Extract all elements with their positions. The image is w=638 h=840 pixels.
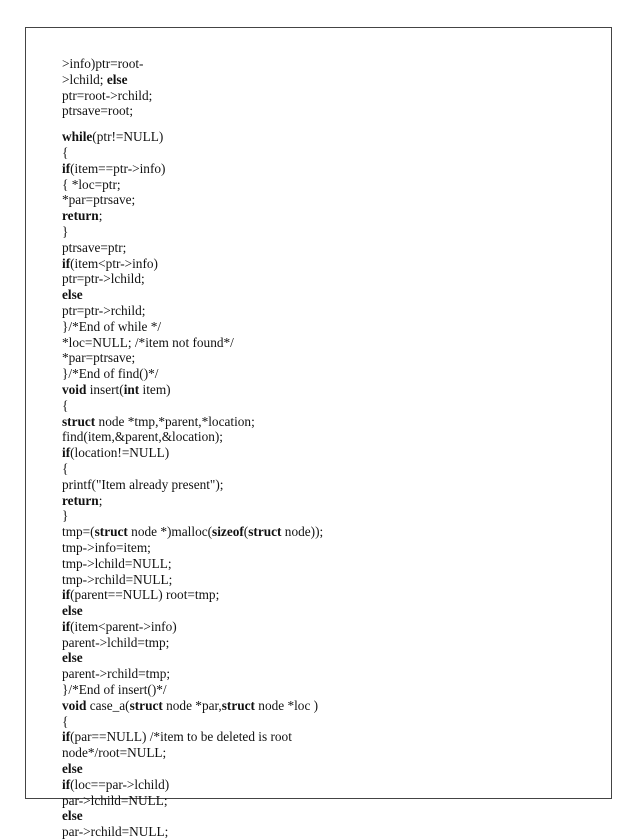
code-line (62, 366, 602, 382)
code-keyword: else (62, 287, 83, 303)
code-line (62, 145, 602, 161)
code-text: ptr=ptr->lchild; (62, 271, 145, 287)
code-line (62, 572, 602, 588)
code-line (62, 303, 602, 319)
code-text: node*/root=NULL; (62, 745, 167, 761)
code-text: ptrsave=root; (62, 103, 134, 119)
code-line (62, 619, 602, 635)
code-text: } (62, 508, 69, 524)
code-text: (ptr!=NULL) (92, 129, 164, 145)
code-line (62, 761, 602, 777)
code-keyword: if (62, 445, 71, 461)
code-keyword: if (62, 160, 71, 176)
code-line (62, 698, 602, 714)
code-keyword: struct (129, 697, 163, 713)
code-text: ; (98, 208, 103, 224)
code-keyword: if (62, 255, 71, 271)
code-line (62, 635, 602, 651)
code-text: (location!=NULL) (70, 445, 170, 461)
code-line (62, 161, 602, 177)
code-text: tmp=( (62, 524, 95, 540)
code-line (62, 808, 602, 824)
code-line (62, 556, 602, 572)
code-keyword: else (62, 650, 83, 666)
code-text: >info)ptr=root- (62, 56, 144, 71)
code-keyword: else (62, 761, 83, 777)
code-text: }/*End of insert()*/ (62, 682, 167, 698)
code-keyword: else (62, 603, 83, 619)
code-line (62, 72, 602, 88)
code-text: *par=ptrsave; (62, 350, 136, 366)
code-line (62, 493, 602, 509)
code-text: node)); (281, 524, 324, 540)
code-line (62, 350, 602, 366)
code-text: } (62, 223, 69, 239)
code-line (62, 824, 602, 840)
code-text: *loc=NULL; /*item not found*/ (62, 334, 234, 350)
code-line (62, 540, 602, 556)
code-line (62, 319, 602, 335)
code-keyword: struct (221, 697, 255, 713)
code-keyword: struct (94, 524, 128, 540)
code-text: item) (139, 381, 171, 397)
code-text: *par=ptrsave; (62, 192, 136, 208)
code-line (62, 524, 602, 540)
code-text: parent->lchild=tmp; (62, 634, 170, 650)
code-line (62, 382, 602, 398)
code-line (62, 666, 602, 682)
code-line (62, 119, 602, 129)
code-line (62, 508, 602, 524)
code-keyword: if (62, 618, 71, 634)
code-line (62, 745, 602, 761)
code-line (62, 103, 602, 119)
code-text: tmp->rchild=NULL; (62, 571, 173, 587)
code-line (62, 240, 602, 256)
code-keyword: if (62, 587, 71, 603)
code-text: ptr=root->rchild; (62, 87, 153, 103)
code-keyword: return (62, 492, 99, 508)
code-text: tmp->lchild=NULL; (62, 555, 172, 571)
code-keyword: int (123, 381, 140, 397)
code-line (62, 714, 602, 730)
code-text: (loc==par->lchild) (70, 776, 170, 792)
code-keyword: void (62, 381, 87, 397)
code-line (62, 682, 602, 698)
code-text: (par==NULL) /*item to be deleted is root (70, 729, 292, 745)
code-line (62, 650, 602, 666)
code-line (62, 445, 602, 461)
code-text: }/*End of while */ (62, 318, 162, 334)
code-text: node *loc ) (254, 697, 319, 713)
code-text: (item==ptr->info) (70, 160, 166, 176)
code-text: ; (98, 492, 103, 508)
code-text: find(item,&parent,&location); (62, 429, 223, 445)
code-text: node *tmp,*parent,*location; (95, 413, 255, 429)
code-keyword: sizeof (212, 524, 244, 540)
code-text: tmp->info=item; (62, 539, 151, 555)
code-text: { (62, 144, 69, 160)
code-keyword: return (62, 208, 99, 224)
code-line (62, 603, 602, 619)
code-keyword: struct (248, 524, 282, 540)
code-text: { (62, 397, 69, 413)
code-text: case_a( (86, 697, 130, 713)
code-keyword: if (62, 776, 71, 792)
code-line (62, 777, 602, 793)
code-line (62, 256, 602, 272)
code-line (62, 398, 602, 414)
code-line (62, 56, 602, 72)
code-text: ptr=ptr->rchild; (62, 302, 146, 318)
code-text: (item<ptr->info) (70, 255, 158, 271)
code-keyword: else (106, 71, 128, 87)
code-line (62, 429, 602, 445)
code-text: (parent==NULL) root=tmp; (70, 587, 220, 603)
code-text: par->rchild=NULL; (62, 824, 169, 840)
code-text: }/*End of find()*/ (62, 366, 159, 382)
code-line (62, 793, 602, 809)
code-keyword: else (62, 808, 83, 824)
code-text: (item<parent->info) (70, 618, 177, 634)
code-keyword: void (62, 697, 87, 713)
code-keyword: struct (62, 413, 96, 429)
code-keyword: while (62, 129, 93, 145)
code-text: { *loc=ptr; (62, 176, 121, 192)
code-text: node *)malloc( (127, 524, 213, 540)
code-line (62, 287, 602, 303)
code-line (62, 88, 602, 104)
code-line (62, 208, 602, 224)
code-line (62, 335, 602, 351)
code-listing (62, 56, 602, 840)
code-line (62, 729, 602, 745)
code-text: >lchild; (62, 71, 107, 87)
code-text: { (62, 460, 69, 476)
code-text: node *par, (162, 697, 222, 713)
code-line (62, 477, 602, 493)
code-text: ( (243, 524, 249, 540)
code-line (62, 177, 602, 193)
code-text: insert( (86, 381, 124, 397)
code-text: parent->rchild=tmp; (62, 666, 171, 682)
code-line (62, 587, 602, 603)
code-text: { (62, 713, 69, 729)
code-text: par->lchild=NULL; (62, 792, 168, 808)
code-text: printf("Item already present"); (62, 476, 224, 492)
code-line (62, 192, 602, 208)
code-line (62, 224, 602, 240)
code-keyword: if (62, 729, 71, 745)
code-line (62, 414, 602, 430)
code-text: ptrsave=ptr; (62, 239, 127, 255)
code-line (62, 271, 602, 287)
code-line (62, 129, 602, 145)
code-line (62, 461, 602, 477)
